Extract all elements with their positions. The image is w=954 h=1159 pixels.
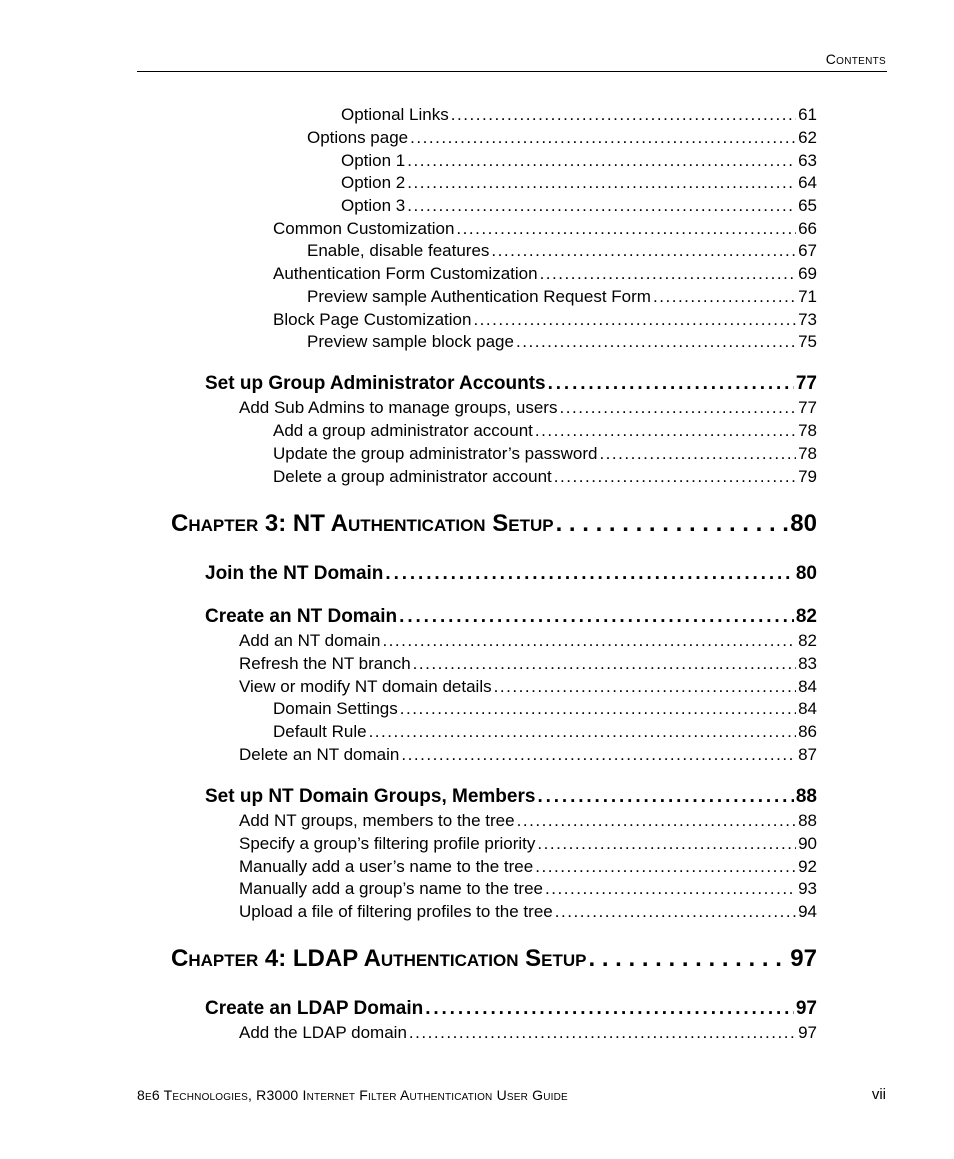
toc-entry-title: Update the group administrator’s password <box>273 444 598 463</box>
toc-entry-page: 69 <box>798 264 817 283</box>
toc-entry-title: Common Customization <box>273 219 455 238</box>
dot-leader <box>537 832 796 856</box>
toc-entry-title: Manually add a user’s name to the tree <box>239 857 534 876</box>
toc-entry-page: 97 <box>795 998 817 1019</box>
toc-entry-page: 84 <box>798 677 817 696</box>
footer-label: 8e6 Technologies, R3000 Internet Filter Authentication User Guide <box>137 1087 568 1103</box>
toc-entry-page: 78 <box>798 444 817 463</box>
toc-entry-page: 88 <box>795 786 817 807</box>
toc-entry-page: 97 <box>790 945 817 972</box>
toc-entry-add-ldap-domain[interactable] <box>239 1021 817 1045</box>
toc-entry-title: Add an NT domain <box>239 631 381 650</box>
toc-entry-domain-settings[interactable] <box>273 697 817 721</box>
dot-leader <box>540 262 797 286</box>
toc-entry-title: Delete a group administrator account <box>273 467 552 486</box>
toc-entry-refresh-nt-branch[interactable] <box>239 652 817 676</box>
dot-leader <box>559 396 796 420</box>
toc-chapter-3[interactable] <box>171 509 817 539</box>
toc-entry-page: 93 <box>798 879 817 898</box>
dot-leader <box>535 419 796 443</box>
dot-leader <box>588 944 788 974</box>
dot-leader <box>425 997 794 1021</box>
toc-entry-page: 80 <box>790 510 817 537</box>
footer-page-number: vii <box>871 1086 886 1103</box>
toc-entry-title: Preview sample Authentication Request Form <box>307 287 651 306</box>
toc-entry-title: Block Page Customization <box>273 310 472 329</box>
toc-entry-page: 83 <box>798 654 817 673</box>
dot-leader <box>407 194 796 218</box>
toc-entry-option-2[interactable] <box>341 171 817 195</box>
toc-entry-title: Preview sample block page <box>307 332 514 351</box>
toc-entry-page: 65 <box>798 196 817 215</box>
toc-entry-page: 84 <box>798 699 817 718</box>
toc-entry-add-sub-admins[interactable] <box>239 396 817 420</box>
toc-entry-page: 78 <box>798 421 817 440</box>
toc-entry-options-page[interactable] <box>307 126 817 150</box>
toc-entry-page: 90 <box>798 834 817 853</box>
toc-entry-view-modify-nt-domain[interactable] <box>239 675 817 699</box>
toc-entry-title: Enable, disable features <box>307 241 490 260</box>
dot-leader <box>516 330 796 354</box>
toc-entry-title: Chapter 4: LDAP Authentication Setup <box>171 945 587 972</box>
dot-leader <box>653 285 796 309</box>
dot-leader <box>400 697 796 721</box>
toc-entry-page: 62 <box>798 128 817 147</box>
dot-leader <box>556 509 789 539</box>
toc-entry-page: 87 <box>798 745 817 764</box>
dot-leader <box>456 217 796 241</box>
toc-entry-title: Option 1 <box>341 151 406 170</box>
toc-entry-option-3[interactable] <box>341 194 817 218</box>
dot-leader <box>537 785 793 809</box>
toc-entry-page: 73 <box>798 310 817 329</box>
dot-leader <box>409 1021 796 1045</box>
dot-leader <box>517 809 796 833</box>
toc-entry-title: Add the LDAP domain <box>239 1023 407 1042</box>
toc-entry-title: Options page <box>307 128 409 147</box>
dot-leader <box>545 877 796 901</box>
toc-entry-common-customization[interactable] <box>273 217 817 241</box>
dot-leader <box>407 149 796 173</box>
toc-entry-title: Join the NT Domain <box>205 563 384 584</box>
dot-leader <box>382 629 796 653</box>
toc-entry-page: 97 <box>798 1023 817 1042</box>
toc-entry-page: 77 <box>798 398 817 417</box>
toc-entry-page: 82 <box>798 631 817 650</box>
dot-leader <box>401 743 796 767</box>
toc-entry-preview-auth-request-form[interactable] <box>307 285 817 309</box>
toc-entry-page: 64 <box>798 173 817 192</box>
dot-leader <box>369 720 797 744</box>
toc-entry-add-user-name[interactable] <box>239 855 817 879</box>
toc-entry-page: 88 <box>798 811 817 830</box>
toc-section-nt-domain-groups-members[interactable] <box>205 785 817 809</box>
toc-entry-title: Optional Links <box>341 105 449 124</box>
toc-entry-title: Refresh the NT branch <box>239 654 411 673</box>
toc-entry-title: Create an LDAP Domain <box>205 998 424 1019</box>
dot-leader <box>491 239 796 263</box>
toc-entry-title: Domain Settings <box>273 699 398 718</box>
dot-leader <box>410 126 796 150</box>
toc-entry-page: 82 <box>795 606 817 627</box>
toc-chapter-4[interactable] <box>171 944 817 974</box>
toc-entry-title: Option 2 <box>341 173 406 192</box>
toc-entry-add-nt-domain[interactable] <box>239 629 817 653</box>
dot-leader <box>399 605 794 629</box>
toc-entry-delete-group-admin-account[interactable] <box>273 465 817 489</box>
dot-leader <box>473 308 796 332</box>
toc-entry-page: 77 <box>795 373 817 394</box>
toc-entry-optional-links[interactable] <box>341 103 817 127</box>
toc-entry-page: 67 <box>798 241 817 260</box>
dot-leader <box>555 900 796 924</box>
toc-entry-page: 79 <box>798 467 817 486</box>
toc-entry-page: 80 <box>795 563 817 584</box>
toc-entry-title: Add a group administrator account <box>273 421 533 440</box>
toc-entry-enable-disable-features[interactable] <box>307 239 817 263</box>
toc-entry-title: Create an NT Domain <box>205 606 398 627</box>
toc-entry-title: Delete an NT domain <box>239 745 400 764</box>
toc-entry-page: 86 <box>798 722 817 741</box>
dot-leader <box>548 372 794 396</box>
toc-entry-title: Set up NT Domain Groups, Members <box>205 786 536 807</box>
toc-section-join-nt-domain[interactable] <box>205 562 817 586</box>
toc-entry-title: Default Rule <box>273 722 367 741</box>
toc-entry-default-rule[interactable] <box>273 720 817 744</box>
dot-leader <box>413 652 796 676</box>
toc-entry-block-page-customization[interactable] <box>273 308 817 332</box>
toc-entry-title: Add Sub Admins to manage groups, users <box>239 398 558 417</box>
toc-entry-add-group-admin-account[interactable] <box>273 419 817 443</box>
toc-entry-specify-profile-priority[interactable] <box>239 832 817 856</box>
toc-entry-page: 92 <box>798 857 817 876</box>
toc-entry-title: Upload a file of filtering profiles to the tree <box>239 902 553 921</box>
toc-entry-upload-profiles-file[interactable] <box>239 900 817 924</box>
toc-entry-title: Authentication Form Customization <box>273 264 538 283</box>
header-label: Contents <box>825 51 886 67</box>
dot-leader <box>494 675 796 699</box>
toc-entry-page: 94 <box>798 902 817 921</box>
toc-entry-add-nt-groups-members[interactable] <box>239 809 817 833</box>
toc-section-create-nt-domain[interactable] <box>205 605 817 629</box>
toc-entry-preview-block-page[interactable] <box>307 330 817 354</box>
toc-entry-authentication-form-customization[interactable] <box>273 262 817 286</box>
toc-entry-page: 71 <box>798 287 817 306</box>
dot-leader <box>535 855 796 879</box>
dot-leader <box>599 442 796 466</box>
toc-section-group-admin-accounts[interactable] <box>205 372 817 396</box>
toc-entry-delete-nt-domain[interactable] <box>239 743 817 767</box>
toc-entry-title: Add NT groups, members to the tree <box>239 811 515 830</box>
dot-leader <box>451 103 796 127</box>
toc-entry-page: 63 <box>798 151 817 170</box>
toc-entry-title: Chapter 3: NT Authentication Setup <box>171 510 554 537</box>
dot-leader <box>385 562 793 586</box>
toc-entry-title: Set up Group Administrator Accounts <box>205 373 546 394</box>
dot-leader <box>554 465 796 489</box>
dot-leader <box>407 171 796 195</box>
toc-entry-title: Option 3 <box>341 196 406 215</box>
toc-entry-page: 75 <box>798 332 817 351</box>
toc-entry-update-group-admin-password[interactable] <box>273 442 817 466</box>
toc-entry-page: 66 <box>798 219 817 238</box>
toc-entry-option-1[interactable] <box>341 149 817 173</box>
toc-entry-add-group-name[interactable] <box>239 877 817 901</box>
toc-entry-title: Manually add a group’s name to the tree <box>239 879 543 898</box>
toc-entry-title: Specify a group’s filtering profile priority <box>239 834 536 853</box>
toc-section-create-ldap-domain[interactable] <box>205 997 817 1021</box>
toc-entry-title: View or modify NT domain details <box>239 677 492 696</box>
toc-entry-page: 61 <box>798 105 817 124</box>
